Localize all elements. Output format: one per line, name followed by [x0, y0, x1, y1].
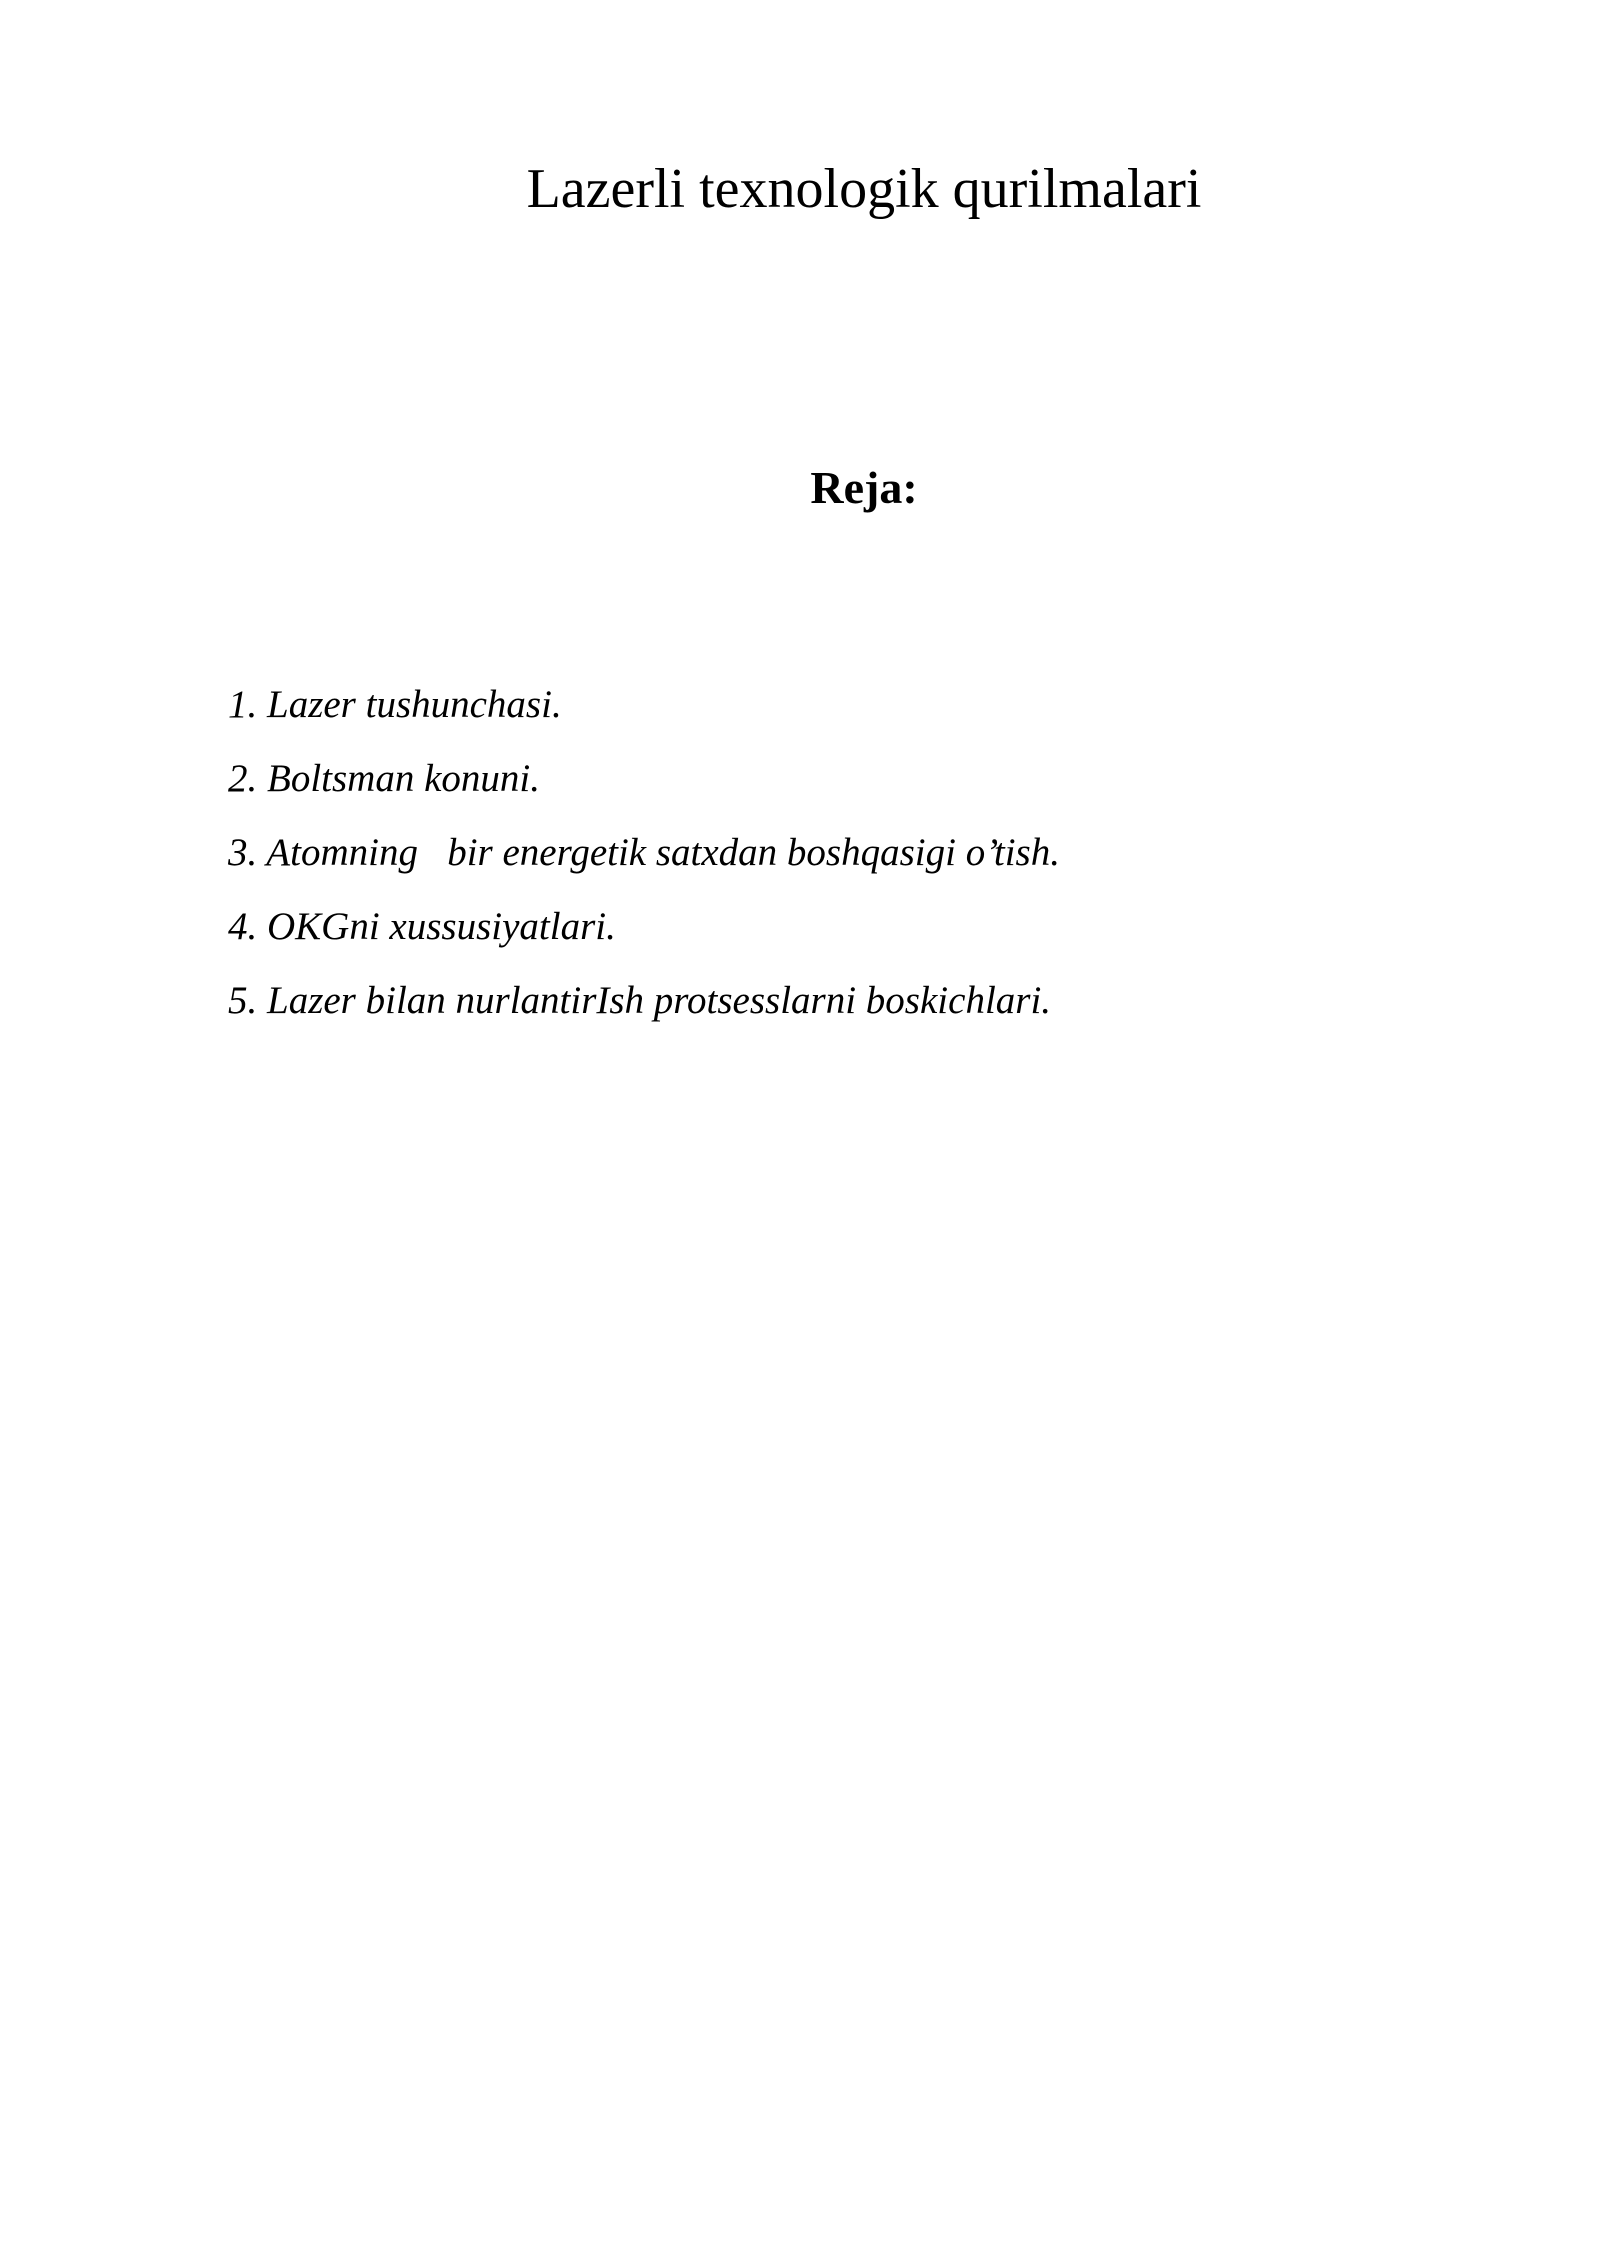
plan-item: 5. Lazer bilan nurlantirIsh protsesslarni boskichlari. — [228, 979, 1052, 1022]
plan-item: 1. Lazer tushunchasi. — [228, 683, 562, 726]
plan-item: 2. Boltsman konuni. — [228, 757, 540, 800]
plan-list — [228, 668, 1060, 1038]
plan-item: 4. OKGni xussusiyatlari. — [228, 905, 616, 948]
plan-item: 3. Atomning bir energetik satxdan boshqasigi o’tish. — [228, 831, 1060, 874]
document-title: Lazerli texnologik qurilmalari — [526, 158, 1202, 220]
plan-heading: Reja: — [810, 462, 918, 513]
